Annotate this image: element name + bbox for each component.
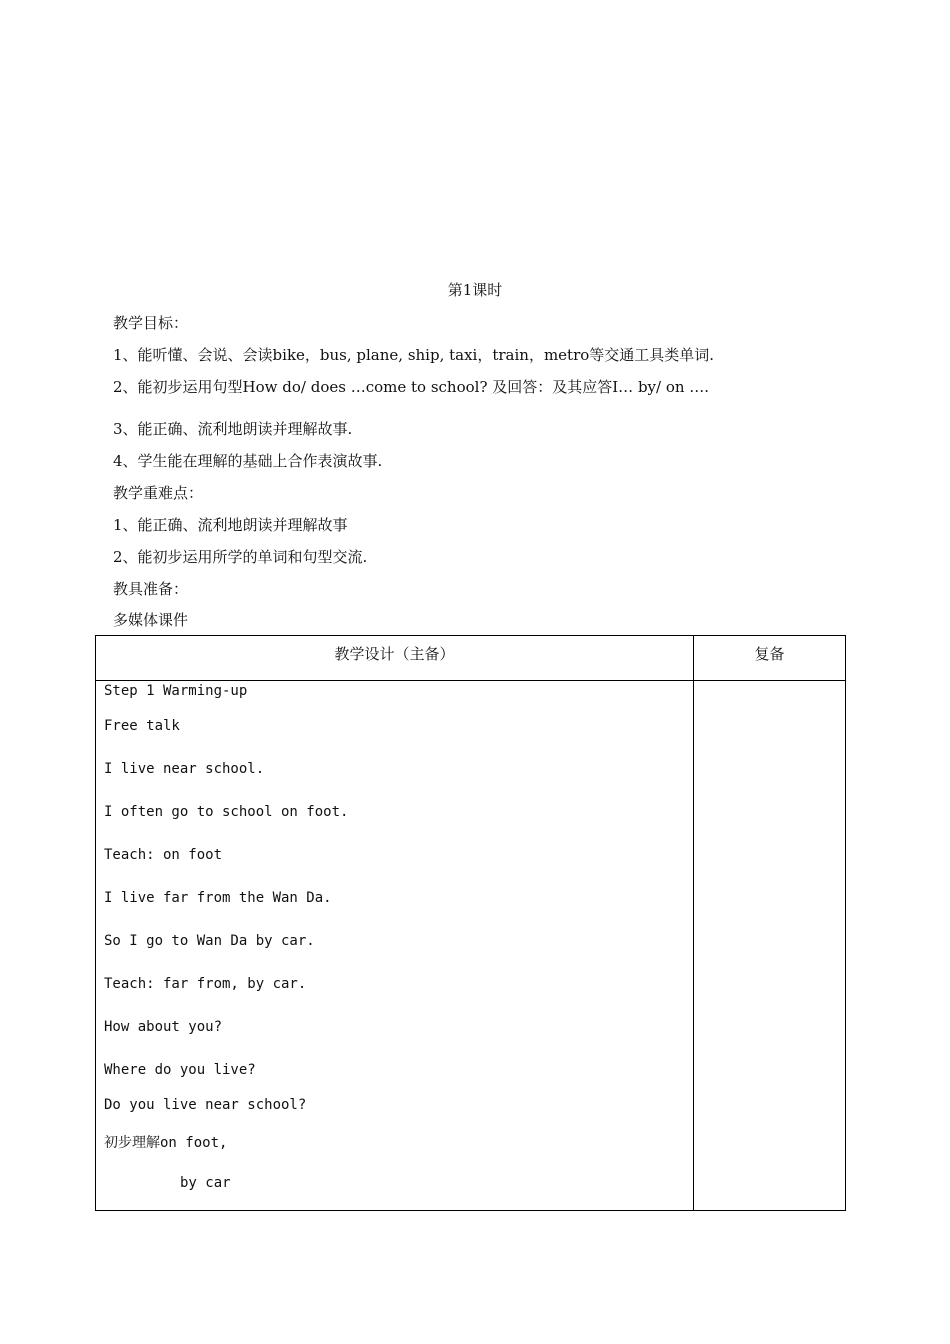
objective-item: 1、能听懂、会说、会读bike，bus, plane, ship, taxi，train，metro等交通工具类单词.: [113, 346, 715, 364]
objectives-heading: 教学目标：: [113, 314, 189, 332]
content-line: Teach: far from, by car.: [104, 976, 307, 992]
header-main-label: 教学设计（主备）: [334, 645, 455, 663]
header-side-cell: [694, 636, 846, 681]
objective-item: 2、能初步运用句型How do/ does …come to school? 及回答：及其应答I… by/ on ….: [113, 378, 710, 396]
main-content-cell: [96, 681, 694, 1211]
content-line: Free talk: [104, 718, 180, 734]
objective-item: 3、能正确、流利地朗读并理解故事.: [113, 420, 353, 438]
content-line: I live near school.: [104, 761, 265, 777]
lesson-title: 第1课时: [447, 281, 503, 299]
materials-text: 多媒体课件: [113, 611, 189, 629]
content-line: Do you live near school?: [104, 1097, 307, 1113]
header-main-cell: [96, 636, 694, 681]
content-line: by car: [180, 1175, 231, 1191]
content-line: I often go to school on foot.: [104, 804, 349, 820]
table-body-row: [96, 681, 846, 1211]
content-line: I live far from the Wan Da.: [104, 890, 332, 906]
content-line: 初步理解on foot,: [104, 1135, 228, 1151]
key-points-heading: 教学重难点：: [113, 484, 204, 502]
key-point-item: 2、能初步运用所学的单词和句型交流.: [113, 548, 368, 566]
content-line: Where do you live?: [104, 1062, 256, 1078]
materials-heading: 教具准备：: [113, 580, 189, 598]
content-line: Teach: on foot: [104, 847, 223, 863]
lesson-plan-table: [95, 635, 846, 1211]
side-notes-cell: [694, 681, 846, 1211]
header-side-label: 复备: [754, 645, 785, 663]
objective-item: 4、学生能在理解的基础上合作表演故事.: [113, 452, 383, 470]
content-line: So I go to Wan Da by car.: [104, 933, 315, 949]
table-header-row: [96, 636, 846, 681]
key-point-item: 1、能正确、流利地朗读并理解故事: [113, 516, 348, 534]
content-line: Step 1 Warming-up: [104, 683, 248, 699]
content-line: How about you?: [104, 1019, 223, 1035]
